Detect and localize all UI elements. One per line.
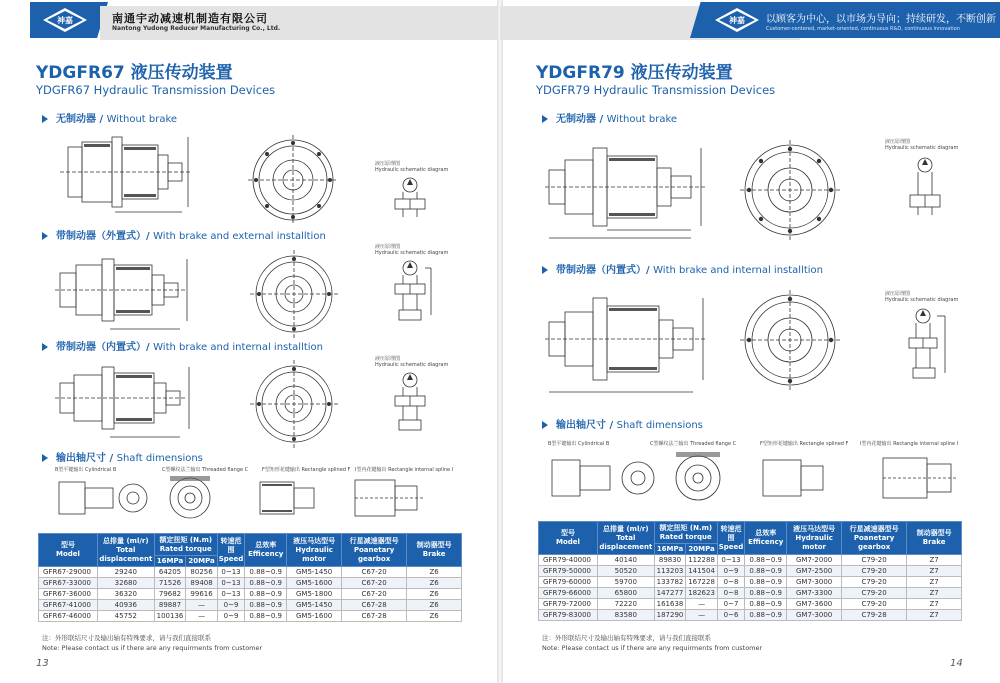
table-row (539, 577, 962, 588)
table-body (539, 555, 962, 621)
drawing-side-view-internal (545, 282, 720, 402)
page-title: YDGFR67 液压传动装置 (36, 63, 233, 83)
th-displacement: 总排量 (ml/r) Total displacement (597, 522, 654, 555)
table-cell: 45752 (97, 611, 154, 622)
table-cell: 0~13 (217, 589, 244, 600)
th-brake: 制动器型号 Brake (907, 522, 962, 555)
note-cn: 注：外形联结尺寸及输出轴有特殊要求，请与我们直接联系 (42, 634, 211, 642)
table-cell: 40936 (97, 600, 154, 611)
table-cell: GM5-1600 (287, 578, 342, 589)
schematic-label-en: Hydraulic schematic diagram (375, 167, 449, 173)
shaft-label-cylindrical: B型平键输出 Cylindrical B (55, 467, 117, 473)
table-cell: GM5-1600 (287, 611, 342, 622)
table-cell: GFR79-60000 (539, 577, 598, 588)
drawing-side-view (60, 127, 200, 222)
slogan-en: Customer-centered, market-oriented, continuous R&D, continuous innovation (766, 26, 960, 32)
th-torque: 额定扭矩 (N.m) Rated torque (154, 534, 217, 556)
th-efficiency: 总效率 Efficency (245, 534, 287, 567)
table-cell: C79-20 (841, 577, 906, 588)
note-cn: 注：外形联结尺寸及输出轴有特殊要求，请与我们直接联系 (542, 634, 711, 642)
shaft-label-spline-f: F型矩形花键输出 Rectangle splined F (262, 467, 351, 473)
table-cell: GM7-3000 (787, 577, 842, 588)
table-cell: 0.88~0.9 (245, 600, 287, 611)
right-page (500, 0, 1000, 683)
table-cell: GM7-3000 (787, 610, 842, 621)
table-cell: 0~13 (717, 555, 744, 566)
slogan-cn: 以顾客为中心，以市场为导向；持续研发，不断创新 (766, 14, 996, 25)
th-speed: 转速范围 Speed (217, 534, 244, 567)
company-logo (40, 6, 90, 34)
th-model: 型号 Model (39, 534, 98, 567)
note-en: Note: Please contact us if there are any requirments from customer (542, 644, 763, 652)
page-subtitle: YDGFR67 Hydraulic Transmission Devices (36, 83, 276, 97)
th-model: 型号 Model (539, 522, 598, 555)
th-motor: 液压马达型号 Hydraulic motor (787, 522, 842, 555)
drawing-front-view (740, 140, 840, 240)
table-cell: 167228 (686, 577, 718, 588)
table-row (39, 567, 462, 578)
schematic-label-cn: 液压原理图 (885, 139, 911, 145)
table-cell: 113203 (654, 566, 686, 577)
schematic-label-cn-2: 液压原理图 (885, 291, 911, 297)
shaft-drawings (55, 474, 475, 522)
table-cell: 99616 (186, 589, 218, 600)
schematic-label-en-2: Hydraulic schematic diagram (375, 250, 449, 256)
table-cell: 64205 (154, 567, 186, 578)
hydraulic-schematic-2 (385, 258, 435, 328)
table-cell: 0.88~0.9 (745, 577, 787, 588)
table-cell: C79-20 (841, 599, 906, 610)
schematic-label-en: Hydraulic schematic diagram (885, 145, 959, 151)
table-cell: — (186, 611, 218, 622)
table-cell: 0.88~0.9 (245, 589, 287, 600)
th-displacement: 总排量 (ml/r) Total displacement (97, 534, 154, 567)
table-cell: 112288 (686, 555, 718, 566)
th-20mpa: 20MPa (186, 556, 218, 567)
drawing-front-view (248, 135, 338, 225)
table-row (539, 610, 962, 621)
table-cell: 65800 (597, 588, 654, 599)
shaft-label-spline-f: F型矩形花键输出 Rectangle splined F (760, 441, 849, 447)
schematic-label-cn: 液压原理图 (375, 161, 401, 167)
table-cell: Z6 (407, 611, 462, 622)
table-cell: GFR67-46000 (39, 611, 98, 622)
table-cell: 29240 (97, 567, 154, 578)
schematic-label-cn-2: 液压原理图 (375, 244, 401, 250)
table-cell: 0.88~0.9 (245, 567, 287, 578)
page-subtitle: YDGFR79 Hydraulic Transmission Devices (536, 83, 776, 97)
table-cell: 0~9 (717, 566, 744, 577)
company-logo (712, 6, 762, 34)
table-cell: GFR79-40000 (539, 555, 598, 566)
table-cell: 0.88~0.9 (745, 599, 787, 610)
table-cell: Z6 (407, 567, 462, 578)
table-cell: 0.88~0.9 (745, 555, 787, 566)
table-cell: GM7-3300 (787, 588, 842, 599)
table-cell: 83580 (597, 610, 654, 621)
hydraulic-schematic (900, 155, 950, 217)
th-efficiency: 总效率 Efficency (745, 522, 787, 555)
drawing-front-view-internal (740, 290, 840, 390)
shaft-label-cylindrical: B型平键输出 Cylindrical B (548, 441, 610, 447)
table-cell: 71526 (154, 578, 186, 589)
table-cell: GFR79-72000 (539, 599, 598, 610)
table-cell: 182623 (686, 588, 718, 599)
drawing-side-view-internal (55, 355, 205, 443)
table-cell: GFR79-66000 (539, 588, 598, 599)
schematic-label-cn-3: 液压原理图 (375, 356, 401, 362)
shaft-label-flange: C型螺纹法兰输出 Threaded flange C (162, 467, 249, 473)
triangle-bullet-icon (42, 343, 48, 351)
table-cell: 89887 (154, 600, 186, 611)
table-cell: Z7 (907, 577, 962, 588)
table-cell: 36320 (97, 589, 154, 600)
table-cell: GFR67-33000 (39, 578, 98, 589)
table-cell: 141504 (686, 566, 718, 577)
shaft-label-flange: C型螺纹法兰输出 Threaded flange C (650, 441, 737, 447)
table-cell: 0~7 (717, 599, 744, 610)
th-torque: 额定扭矩 (N.m) Rated torque (654, 522, 717, 544)
table-cell: 0.88~0.9 (245, 611, 287, 622)
table-cell: C79-20 (841, 588, 906, 599)
table-cell: 187290 (654, 610, 686, 621)
logo-text: 神嘉 (729, 16, 745, 25)
table-cell: 40140 (597, 555, 654, 566)
table-cell: 72220 (597, 599, 654, 610)
hydraulic-schematic-2 (895, 306, 955, 396)
page-number: 14 (950, 658, 963, 669)
table-cell: GM5-1450 (287, 567, 342, 578)
table-cell: Z7 (907, 555, 962, 566)
table-cell: 32680 (97, 578, 154, 589)
table-cell: 0.88~0.9 (745, 566, 787, 577)
section-without-brake: 无制动器 / Without brake (42, 110, 177, 125)
table-cell: — (686, 599, 718, 610)
section-external-brake: 带制动器（外置式）/ With brake and external installtion (42, 227, 326, 242)
triangle-bullet-icon (42, 232, 48, 240)
table-cell: Z7 (907, 566, 962, 577)
drawing-front-view-internal (250, 360, 338, 448)
table-row (539, 566, 962, 577)
table-cell: 0.88~0.9 (745, 588, 787, 599)
section-without-brake: 无制动器 / Without brake (542, 110, 677, 125)
table-cell: C79-20 (841, 555, 906, 566)
table-cell: 0~13 (217, 567, 244, 578)
table-cell: GFR67-36000 (39, 589, 98, 600)
th-20mpa: 20MPa (686, 544, 718, 555)
table-cell: GM7-2000 (787, 555, 842, 566)
table-cell: 0~8 (717, 577, 744, 588)
page-title: YDGFR79 液压传动装置 (536, 63, 733, 83)
table-cell: GFR67-29000 (39, 567, 98, 578)
table-cell: 59700 (597, 577, 654, 588)
table-row (39, 589, 462, 600)
table-cell: Z6 (407, 589, 462, 600)
shaft-drawings (548, 450, 978, 508)
th-brake: 制动器型号 Brake (407, 534, 462, 567)
table-cell: 0~9 (217, 600, 244, 611)
th-16mpa: 16MPa (654, 544, 686, 555)
drawing-side-view-external (55, 245, 205, 335)
table-row (39, 600, 462, 611)
table-cell: C67-20 (341, 589, 406, 600)
table-cell: C79-28 (841, 610, 906, 621)
triangle-bullet-icon (542, 115, 548, 123)
hydraulic-schematic (385, 175, 435, 220)
table-cell: 100136 (154, 611, 186, 622)
table-row (539, 588, 962, 599)
section-internal-brake: 带制动器（内置式）/ With brake and internal installtion (542, 261, 823, 276)
table-cell: C67-20 (341, 578, 406, 589)
table-cell: Z7 (907, 588, 962, 599)
table-cell: GFR79-83000 (539, 610, 598, 621)
table-body (39, 567, 462, 622)
table-cell: C79-20 (841, 566, 906, 577)
table-cell: — (686, 610, 718, 621)
schematic-label-en-2: Hydraulic schematic diagram (885, 297, 959, 303)
table-cell: 0~6 (717, 610, 744, 621)
schematic-label-en-3: Hydraulic schematic diagram (375, 362, 449, 368)
table-cell: Z7 (907, 610, 962, 621)
shaft-label-spline-i: I型内花键输出 Rectangle internal spline I (355, 467, 454, 473)
table-cell: GFR79-50000 (539, 566, 598, 577)
th-gearbox: 行星减速器型号 Poanetary gearbox (341, 534, 406, 567)
table-cell: 89408 (186, 578, 218, 589)
table-cell: C67-28 (341, 611, 406, 622)
table-cell: — (186, 600, 218, 611)
th-16mpa: 16MPa (154, 556, 186, 567)
table-cell: 80256 (186, 567, 218, 578)
table-cell: 79682 (154, 589, 186, 600)
drawing-side-view (545, 130, 720, 250)
table-cell: GFR67-41000 (39, 600, 98, 611)
triangle-bullet-icon (42, 454, 48, 462)
th-speed: 转速范围 Speed (717, 522, 744, 555)
shaft-label-spline-i: I型内花键输出 Rectangle internal spline I (860, 441, 959, 447)
table-cell: GM5-1450 (287, 600, 342, 611)
table-cell: 0~8 (717, 588, 744, 599)
logo-text: 神嘉 (57, 16, 73, 25)
table-cell: GM7-2500 (787, 566, 842, 577)
table-cell: 147277 (654, 588, 686, 599)
th-motor: 液压马达型号 Hydraulic motor (287, 534, 342, 567)
section-shaft-dimensions: 输出轴尺寸 / Shaft dimensions (542, 416, 703, 431)
table-cell: C67-28 (341, 600, 406, 611)
table-cell: 0~9 (217, 611, 244, 622)
drawing-front-view-external (250, 250, 338, 338)
page-number: 13 (36, 658, 49, 669)
company-name-cn: 南通宇动减速机制造有限公司 (112, 12, 268, 25)
hydraulic-schematic-3 (385, 370, 435, 438)
triangle-bullet-icon (42, 115, 48, 123)
table-row (539, 599, 962, 610)
table-cell: GM5-1800 (287, 589, 342, 600)
table-cell: GM7-3600 (787, 599, 842, 610)
table-row (539, 555, 962, 566)
section-shaft-dimensions: 输出轴尺寸 / Shaft dimensions (42, 449, 203, 464)
table-cell: Z6 (407, 578, 462, 589)
note-en: Note: Please contact us if there are any requirments from customer (42, 644, 263, 652)
spec-table-gfr67 (38, 533, 462, 622)
triangle-bullet-icon (542, 266, 548, 274)
table-cell: 0.88~0.9 (245, 578, 287, 589)
table-cell: 89830 (654, 555, 686, 566)
table-cell: C67-20 (341, 567, 406, 578)
triangle-bullet-icon (542, 421, 548, 429)
spec-table-gfr79 (538, 521, 962, 621)
table-cell: 50520 (597, 566, 654, 577)
table-cell: 0.88~0.9 (745, 610, 787, 621)
table-cell: Z6 (407, 600, 462, 611)
table-cell: Z7 (907, 599, 962, 610)
table-cell: 161638 (654, 599, 686, 610)
table-cell: 0~13 (217, 578, 244, 589)
table-cell: 133782 (654, 577, 686, 588)
th-gearbox: 行星减速器型号 Poanetary gearbox (841, 522, 906, 555)
section-internal-brake: 带制动器（内置式）/ With brake and internal installtion (42, 338, 323, 353)
company-name-en: Nantong Yudong Reducer Manufacturing Co., Ltd. (112, 25, 281, 32)
table-row (39, 578, 462, 589)
table-row (39, 611, 462, 622)
